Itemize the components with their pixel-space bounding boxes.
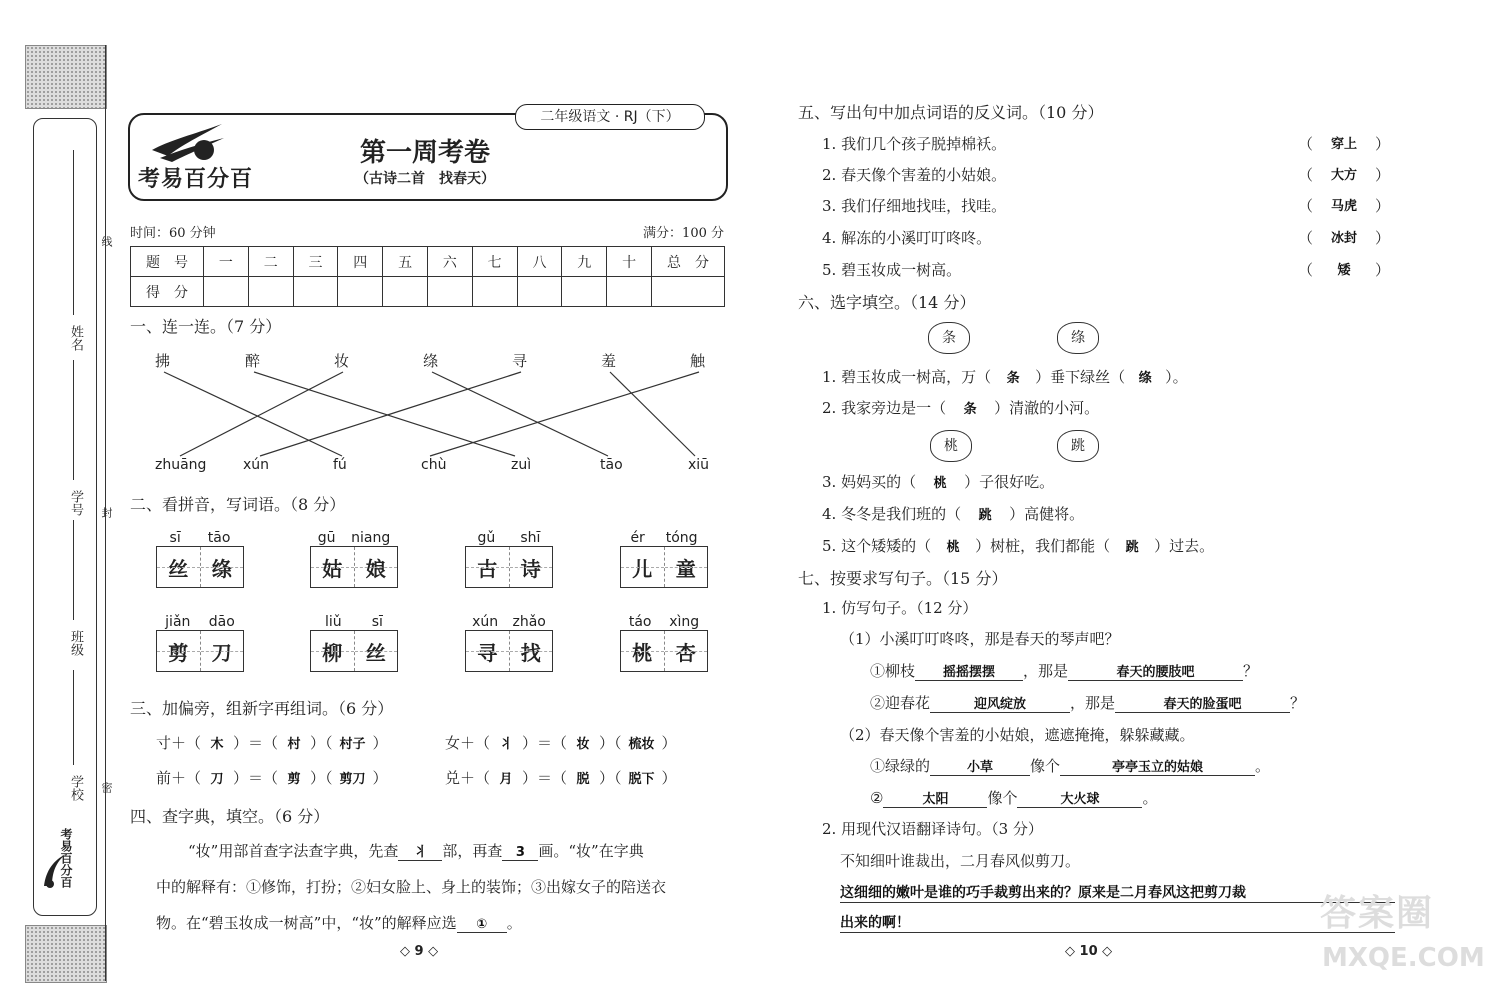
text: ）清澈的小河。	[994, 399, 1100, 417]
matching-lines	[130, 370, 730, 460]
answer-char: 剪	[157, 631, 201, 671]
text: 像个	[1030, 757, 1061, 775]
pinyin-syllable: sī	[169, 530, 181, 546]
text: 。	[1255, 757, 1271, 775]
antonym-answer-box: （ 矮 ）	[1298, 261, 1390, 279]
pinyin-syllable: gǔ	[477, 530, 496, 546]
dictionary-para-2: 中的解释有：①修饰，打扮；②妇女脸上、身上的装饰；③出嫁女子的陪送衣	[156, 878, 667, 896]
fill-question-3	[822, 471, 1054, 492]
pinyin-word	[465, 530, 553, 588]
text: ）	[661, 734, 677, 752]
antonym-question: 3. 我们仔细地找哇，找哇。	[822, 197, 1007, 215]
answer: 小草	[930, 756, 1030, 776]
logo-text: 考易百分百	[138, 167, 254, 192]
answer: 村子	[339, 737, 366, 752]
answer: 春天的腰肢吧	[1068, 661, 1243, 681]
text: ②	[870, 789, 884, 807]
subquestion-2: 2. 用现代汉语翻译诗句。（3 分）	[822, 820, 1043, 838]
text: 4. 冬冬是我们班的（	[822, 505, 962, 523]
imitation-line	[870, 660, 1258, 681]
antonym-answer-box: （ 大方 ）	[1298, 166, 1390, 184]
translation-line-1: 这细细的嫩叶是谁的巧手裁剪出来的？原来是二月春风这把剪刀裁	[840, 882, 1395, 903]
sentence-prompt-2: （2）春天像个害羞的小姑娘，遮遮掩掩，躲躲藏藏。	[840, 726, 1195, 744]
score-cell: 九	[562, 247, 607, 277]
answer: 条	[1006, 371, 1020, 386]
pinyin-syllable: niang	[351, 530, 391, 546]
label-student-id: 学号	[68, 490, 83, 516]
answer: 丬	[398, 841, 442, 861]
antonym-question: 1. 我们几个孩子脱掉棉袄。	[822, 135, 1007, 153]
pinyin-syllable: táo	[628, 614, 652, 630]
score-cell: 六	[427, 247, 472, 277]
text: 2. 我家旁边是一（	[822, 399, 947, 417]
text: “妆”用部首查字法查字典，先查	[188, 842, 399, 860]
text: ）	[661, 769, 677, 787]
text: 兑＋（	[445, 769, 491, 787]
student-info-frame	[33, 118, 97, 916]
score-input-cell[interactable]	[517, 277, 562, 307]
match-pinyin: tāo	[600, 457, 623, 473]
text: 像个	[987, 789, 1018, 807]
answer: 跳	[1125, 540, 1139, 555]
option-flower: 桃	[930, 430, 972, 462]
match-pinyin: zhuāng	[155, 457, 207, 473]
text: ？	[1290, 694, 1306, 712]
answer: 村	[287, 737, 301, 752]
pinyin-syllable: tāo	[207, 530, 231, 546]
text: ①柳枝	[870, 662, 916, 680]
score-table	[130, 246, 725, 307]
match-char: 寻	[512, 352, 528, 370]
radical-line-2b	[445, 767, 677, 788]
pinyin-word	[310, 614, 398, 672]
score-cell: 二	[248, 247, 293, 277]
antonym-question: 4. 解冻的小溪叮叮咚咚。	[822, 229, 992, 247]
text: 3. 妈妈买的（	[822, 473, 917, 491]
fill-question-5	[822, 535, 1214, 556]
text: ）	[372, 769, 388, 787]
text: ）子很好吃。	[964, 473, 1055, 491]
score-cell: 题 号	[131, 247, 204, 277]
text: 。	[506, 914, 522, 932]
score-input-cell[interactable]	[607, 277, 652, 307]
score-input-cell[interactable]	[427, 277, 472, 307]
page-title: 第一周考卷	[359, 138, 490, 168]
text: ）高健将。	[1009, 505, 1085, 523]
score-input-cell[interactable]	[562, 277, 607, 307]
pinyin-syllable: jiǎn	[165, 614, 191, 630]
option-flower: 条	[928, 322, 970, 354]
fill-question-1	[822, 366, 1188, 387]
answer-char: 姑	[311, 547, 355, 587]
text: 寸＋（	[156, 734, 202, 752]
label-school: 学校	[68, 775, 83, 801]
text: ？	[1243, 662, 1259, 680]
pinyin-word	[156, 614, 244, 672]
answer: 妆	[576, 737, 590, 752]
answer: 绦	[1138, 371, 1152, 386]
score-cell: 三	[293, 247, 338, 277]
answer: 桃	[946, 540, 960, 555]
score-table-score-row	[131, 277, 725, 307]
subquestion-1: 1. 仿写句子。（12 分）	[822, 599, 978, 617]
antonym-question: 5. 碧玉妆成一树高。	[822, 261, 962, 279]
score-table-header-row	[131, 247, 725, 277]
text: ①绿绿的	[870, 757, 931, 775]
text: ）垂下绿丝（	[1035, 368, 1126, 386]
antonym-answer-box: （ 穿上 ）	[1298, 135, 1390, 153]
pinyin-syllable: tóng	[665, 530, 698, 546]
score-info: 满分：100 分	[643, 226, 724, 241]
match-pinyin: fú	[333, 457, 347, 473]
score-cell: 一	[204, 247, 249, 277]
pinyin-syllable: dāo	[208, 614, 235, 630]
match-char: 拂	[155, 352, 171, 370]
answer: 脱下	[628, 772, 655, 787]
label-name: 姓名	[68, 325, 83, 351]
answer-char: 儿	[621, 547, 665, 587]
imitation-line	[870, 755, 1270, 776]
pinyin-word	[620, 530, 708, 588]
fill-question-2	[822, 397, 1099, 418]
text: 女＋（	[445, 734, 491, 752]
option-flower: 绦	[1057, 322, 1099, 354]
watermark-logo: 答案圈	[1320, 893, 1435, 934]
section-6-title: 六、选字填空。（14 分）	[798, 293, 976, 312]
answer: 月	[499, 772, 513, 787]
answer: 脱	[576, 772, 590, 787]
answer: 矮	[1337, 263, 1351, 278]
answer: 摇摇摆摆	[915, 661, 1023, 681]
time-info: 时间：60 分钟	[130, 226, 216, 241]
pinyin-syllable: liǔ	[325, 614, 342, 630]
answer: 3	[502, 845, 538, 861]
score-cell: 七	[472, 247, 517, 277]
text: ，那是	[1023, 662, 1069, 680]
score-input-cell[interactable]	[338, 277, 383, 307]
text: 前＋（	[156, 769, 202, 787]
text: 5. 这个矮矮的（	[822, 537, 932, 555]
option-flower: 跳	[1057, 430, 1099, 462]
binding-logo: 考易百分百	[59, 828, 73, 888]
answer: 刀	[210, 772, 224, 787]
score-input-cell[interactable]	[383, 277, 428, 307]
text: ）＝（	[233, 769, 279, 787]
dictionary-para-1	[188, 840, 644, 861]
fill-question-4	[822, 503, 1084, 524]
radical-line-1b	[445, 732, 677, 753]
answer-char: 找	[510, 631, 553, 671]
antonym-question: 2. 春天像个害羞的小姑娘。	[822, 166, 1007, 184]
page-subtitle: （古诗二首 找春天）	[355, 171, 495, 187]
match-pinyin: xún	[243, 457, 270, 473]
answer: 穿上	[1330, 137, 1357, 152]
cut-mark-line: 线	[100, 236, 113, 247]
antonym-answer-box: （ 马虎 ）	[1298, 197, 1390, 215]
text: 。	[1142, 789, 1158, 807]
answer-char: 丝	[157, 547, 201, 587]
text: ）（	[599, 769, 622, 787]
page-number-right: ◇ 10 ◇	[1065, 944, 1113, 959]
answer-char: 柳	[311, 631, 355, 671]
answer-char: 诗	[510, 547, 553, 587]
answer: 剪	[287, 772, 301, 787]
imitation-line	[870, 787, 1157, 808]
score-input-cell[interactable]	[293, 277, 338, 307]
pinyin-syllable: sī	[371, 614, 383, 630]
text: ）＝（	[233, 734, 279, 752]
score-cell: 五	[383, 247, 428, 277]
watermark-url: MXQE.COM	[1322, 943, 1485, 973]
cut-mark-seal: 封	[100, 507, 113, 518]
score-cell: 总 分	[652, 247, 725, 277]
text: 部，再查	[442, 842, 503, 860]
dictionary-para-3	[156, 912, 522, 933]
text: 画。“妆”在字典	[538, 842, 644, 860]
imitation-line	[870, 692, 1305, 713]
section-5-title: 五、写出句中加点词语的反义词。（10 分）	[798, 103, 1104, 122]
class-line	[73, 520, 74, 620]
cut-mark-secret: 密	[100, 782, 113, 793]
translation-line-2: 出来的啊！	[840, 912, 1395, 933]
answer: 太阳	[883, 788, 987, 808]
poem-line: 不知细叶谁裁出，二月春风似剪刀。	[840, 852, 1081, 870]
answer: 亭亭玉立的姑娘	[1060, 756, 1255, 776]
answer-char: 刀	[201, 631, 244, 671]
answer-char: 童	[665, 547, 708, 587]
match-char: 醉	[245, 352, 261, 370]
text: ）树桩，我们都能（	[975, 537, 1111, 555]
score-input-cell[interactable]	[652, 277, 725, 307]
section-4-title: 四、查字典，填空。（6 分）	[130, 807, 330, 826]
section-2-title: 二、看拼音，写词语。（8 分）	[130, 495, 346, 514]
answer-char: 绦	[201, 547, 244, 587]
score-cell: 八	[517, 247, 562, 277]
pinyin-word	[465, 614, 553, 672]
pinyin-syllable: xìng	[669, 614, 700, 630]
text: 1. 碧玉妆成一树高，万（	[822, 368, 992, 386]
score-cell: 四	[338, 247, 383, 277]
id-line	[73, 360, 74, 480]
answer-char: 娘	[355, 547, 398, 587]
answer: 马虎	[1330, 199, 1357, 214]
text: ）	[372, 734, 388, 752]
text: ，那是	[1070, 694, 1116, 712]
text: ）＝（	[522, 734, 568, 752]
pinyin-word	[156, 530, 244, 588]
score-input-cell[interactable]	[204, 277, 249, 307]
radical-line-1	[156, 732, 388, 753]
name-line	[73, 150, 74, 315]
text: ）＝（	[522, 769, 568, 787]
binding-pattern-bottom	[25, 925, 107, 983]
answer: 大方	[1330, 168, 1357, 183]
label-class: 班级	[68, 630, 83, 656]
answer: 桃	[933, 476, 947, 491]
answer: 剪刀	[339, 772, 366, 787]
answer-char: 古	[466, 547, 510, 587]
answer: 梳妆	[628, 737, 655, 752]
sentence-prompt-1: （1）小溪叮叮咚咚，那是春天的琴声吧？	[840, 630, 1120, 648]
text: ）（	[599, 734, 622, 752]
answer-char: 寻	[466, 631, 510, 671]
answer: 迎风绽放	[930, 693, 1070, 713]
radical-line-2	[156, 767, 388, 788]
text: ②迎春花	[870, 694, 931, 712]
pinyin-syllable: ér	[630, 530, 645, 546]
score-input-cell[interactable]	[248, 277, 293, 307]
section-1-title: 一、连一连。（7 分）	[130, 317, 282, 336]
pinyin-syllable: xún	[472, 614, 499, 630]
page-number-left: ◇ 9 ◇	[400, 944, 439, 959]
score-input-cell[interactable]	[472, 277, 517, 307]
match-char: 绦	[423, 352, 439, 370]
text: ）过去。	[1154, 537, 1215, 555]
binding-pattern-top	[25, 45, 107, 109]
antonym-answer-box: （ 冰封 ）	[1298, 229, 1390, 247]
match-pinyin: chù	[421, 457, 447, 473]
answer: 条	[963, 402, 977, 417]
answer: 春天的脸蛋吧	[1115, 693, 1290, 713]
pinyin-syllable: zhǎo	[512, 614, 546, 630]
match-pinyin: zuì	[511, 457, 532, 473]
text: ）（	[310, 769, 333, 787]
school-line	[73, 670, 74, 765]
text: 物。在“碧玉妆成一树高”中，“妆”的解释应选	[156, 914, 457, 932]
text: ）。	[1165, 368, 1188, 386]
pinyin-word	[620, 614, 708, 672]
answer: 丬	[499, 737, 513, 752]
pinyin-syllable: gū	[317, 530, 336, 546]
match-char: 妆	[334, 352, 350, 370]
pinyin-word	[310, 530, 398, 588]
answer-char: 桃	[621, 631, 665, 671]
score-cell: 十	[607, 247, 652, 277]
answer: 跳	[978, 508, 992, 523]
answer-char: 丝	[355, 631, 398, 671]
match-char: 羞	[601, 352, 617, 370]
answer: ①	[457, 917, 507, 933]
answer: 大火球	[1017, 788, 1142, 808]
text: ）（	[310, 734, 333, 752]
match-pinyin: xiū	[688, 457, 710, 473]
answer: 冰封	[1330, 231, 1357, 246]
answer-char: 杏	[665, 631, 708, 671]
grade-tag: 二年级语文 · RJ（下）	[515, 104, 705, 130]
pinyin-syllable: shī	[520, 530, 541, 546]
section-7-title: 七、按要求写句子。（15 分）	[798, 569, 1008, 588]
answer: 木	[210, 737, 224, 752]
logo-comet-icon	[150, 120, 230, 168]
binding-comet-icon	[40, 850, 68, 890]
section-3-title: 三、加偏旁，组新字再组词。（6 分）	[130, 699, 394, 718]
score-cell: 得 分	[131, 277, 204, 307]
match-char: 触	[690, 352, 706, 370]
